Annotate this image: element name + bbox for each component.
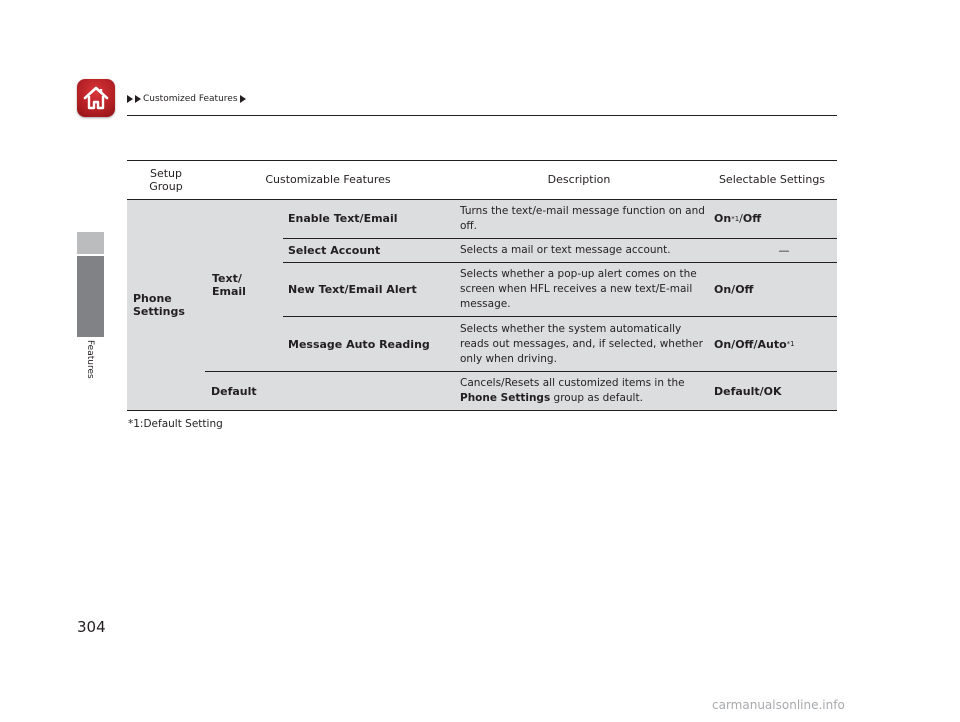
header-rule [127,115,837,116]
setting-enable-text-email: On *1 / Off [714,212,762,225]
description-new-text-email-alert: Selects whether a pop-up alert comes on the screen when HFL receives a new text/E-mail message. [460,268,697,310]
table-bottom-rule [127,410,837,411]
header-customizable-features: Customizable Features [265,173,391,186]
setting-default: Default/OK [714,384,782,398]
watermark: carmanualsonline.info [712,698,845,712]
header-description: Description [547,173,611,186]
side-tab-label: Features [85,340,95,379]
home-icon [81,83,111,113]
breadcrumb-arrow-icon [135,95,141,103]
feature-new-text-email-alert: New Text/Email Alert [288,283,417,296]
feature-select-account: Select Account [288,244,381,257]
feature-enable-text-email: Enable Text/Email [288,212,398,225]
setting-new-text-email-alert: On/Off [714,283,754,296]
breadcrumb-arrow-icon [240,95,246,103]
header-selectable-settings: Selectable Settings [718,173,826,186]
home-button[interactable] [77,79,115,117]
header-setup-group: Setup Group [149,166,183,193]
feature-default: Default [211,384,257,398]
description-default: Cancels/Resets all customized items in the Phone Settings group as default. [460,377,685,404]
breadcrumb-arrow-icon [127,95,133,103]
description-select-account: Selects a mail or text message account. [460,244,671,256]
side-tab-marker [77,232,104,254]
description-message-auto-reading: Selects whether the system automatically reads out messages, and, if selected, whether only when driving. [460,322,703,365]
group-phone-settings: Phone Settings [133,291,185,318]
breadcrumb-link[interactable]: Customized Features [143,94,238,104]
page-number: 304 [77,618,106,636]
side-tab[interactable] [77,256,104,337]
subgroup-text-email: Text/ Email [212,272,246,298]
breadcrumb [127,94,246,104]
feature-message-auto-reading: Message Auto Reading [288,337,430,351]
setting-message-auto-reading: On/Off/Auto *1 [714,337,795,351]
description-enable-text-email: Turns the text/e-mail message function on and off. [460,204,705,232]
setting-select-account: — [778,244,790,257]
footnote: *1:Default Setting [128,418,223,430]
